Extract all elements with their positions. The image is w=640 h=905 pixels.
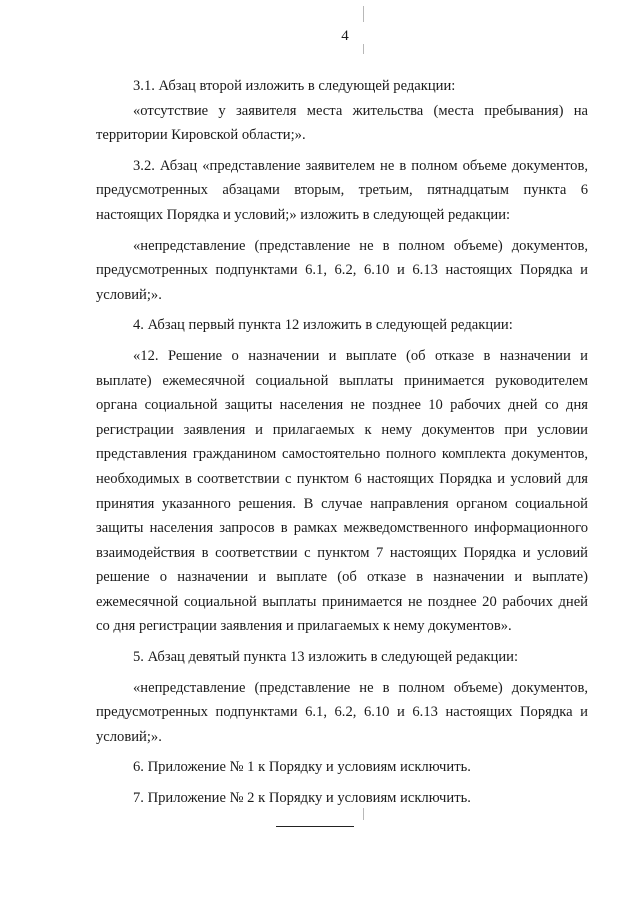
closing-divider	[276, 826, 354, 827]
paragraph-5-text: «непредставление (представление не в полном объеме) документов, предусмотренных подпунктами 6.1, 6.2, 6.10 и 6.13 настоящих Порядка и условий;».	[96, 679, 588, 745]
paragraph-3-1: 3.1. Абзац второй изложить в следующей редакции:	[133, 78, 456, 94]
document-body	[96, 74, 588, 811]
paragraph-7: 7. Приложение № 2 к Порядку и условиям исключить.	[133, 790, 471, 807]
page-number: 4	[341, 28, 349, 44]
fold-mark	[363, 6, 364, 22]
paragraph-3-1-text: «отсутствие у заявителя места жительства (места пребывания) на территории Кировской области;».	[96, 102, 588, 144]
paragraph-6: 6. Приложение № 1 к Порядку и условиям исключить.	[133, 759, 471, 776]
paragraph-5: 5. Абзац девятый пункта 13 изложить в следующей редакции:	[133, 649, 519, 666]
paragraph-4-text: «12. Решение о назначении и выплате (об отказе в назначении и выплате) ежемесячной социальной выплаты принимается руководителем органа социальной защиты населения не позднее 10 рабочих дней со дня регистрации заявления и прилагаемых к нему документов при условии представления гражданином самостоятельно полного комплекта документов, необходимых в соответствии с пунктом 6 настоящих Порядка и условий для принятия указанного решения. В случае направления органом социальной защиты населения запросов в рамках межведомственного информационного взаимодействия в соответствии с пунктом 7 настоящих Порядка и условий решение о назначении и выплате (об отказе в назначении и выплате) ежемесячной социальной выплаты принимается не позднее 20 рабочих дней со дня регистрации заявления и прилагаемых к нему документов».	[96, 347, 588, 635]
paragraph-3-2-text: «непредставление (представление не в полном объеме) документов, предусмотренных подпунктами 6.1, 6.2, 6.10 и 6.13 настоящих Порядка и условий;».	[96, 237, 588, 303]
fold-mark	[363, 44, 364, 54]
paragraph-4: 4. Абзац первый пункта 12 изложить в следующей редакции:	[133, 317, 513, 334]
paragraph-3-2: 3.2. Абзац «представление заявителем не в полном объеме документов, предусмотренных абзацами вторым, третьим, пятнадцатым пункта 6 настоящих Порядка и условий;» изложить в следующей редакции:	[96, 157, 588, 223]
